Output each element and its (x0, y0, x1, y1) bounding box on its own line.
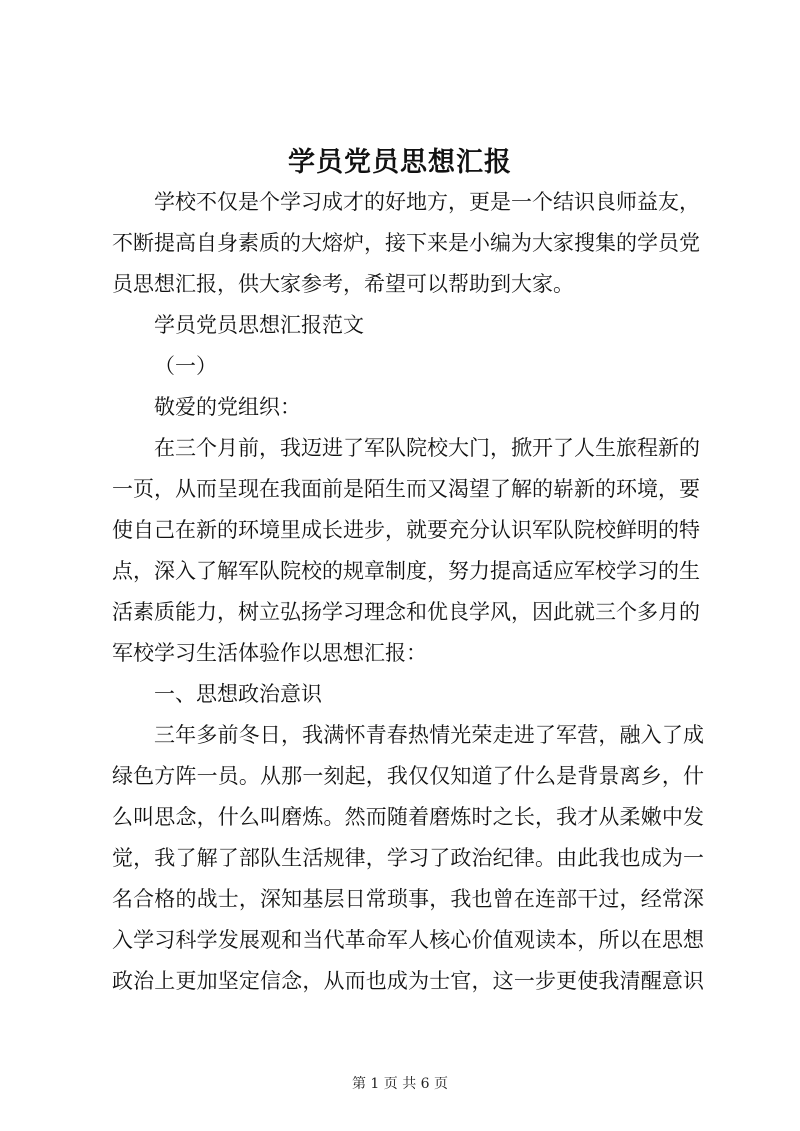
paragraph-intro: 学校不仅是个学习成才的好地方，更是一个结识良师益友，不断提高自身素质的大熔炉，接下来是小编为大家搜集的学员党员思想汇报，供大家参考，希望可以帮助到大家。 (112, 190, 700, 296)
document-body (112, 182, 704, 1002)
page-footer: 第 1 页 共 6 页 (351, 1076, 449, 1092)
paragraph-part-number: （一） (154, 354, 217, 378)
paragraph-body-2: 三年多前冬日，我满怀青春热情光荣走进了军营，融入了成绿色方阵一员。从那一刻起，我仅仅知道了什么是背景离乡，什么叫思念，什么叫磨炼。然而随着磨炼时之长，我才从柔嫩中发觉，我了解了部队生活规律，学习了政治纪律。由此我也成为一名合格的战士，深知基层日常琐事，我也曾在连部干过，经常深入学习科学发展观和当代革命军人核心价值观读本，所以在思想政治上更加坚定信念，从而也成为士官，这一步更使我清醒意识 (112, 723, 704, 993)
paragraph-salutation: 敬爱的党组织： (154, 395, 301, 419)
paragraph-section-heading: 学员党员思想汇报范文 (154, 313, 364, 337)
paragraph-subheading: 一、思想政治意识 (154, 682, 322, 706)
document-title: 学员党员思想汇报 (288, 147, 512, 178)
paragraph-body-1: 在三个月前，我迈进了军队院校大门，掀开了人生旅程新的一页，从而呈现在我面前是陌生而又渴望了解的崭新的环境，要使自己在新的环境里成长进步，就要充分认识军队院校鲜明的特点，深入了解军队院校的规章制度，努力提高适应军校学习的生活素质能力，树立弘扬学习理念和优良学风，因此就三个多月的军校学习生活体验作以思想汇报： (112, 436, 700, 665)
